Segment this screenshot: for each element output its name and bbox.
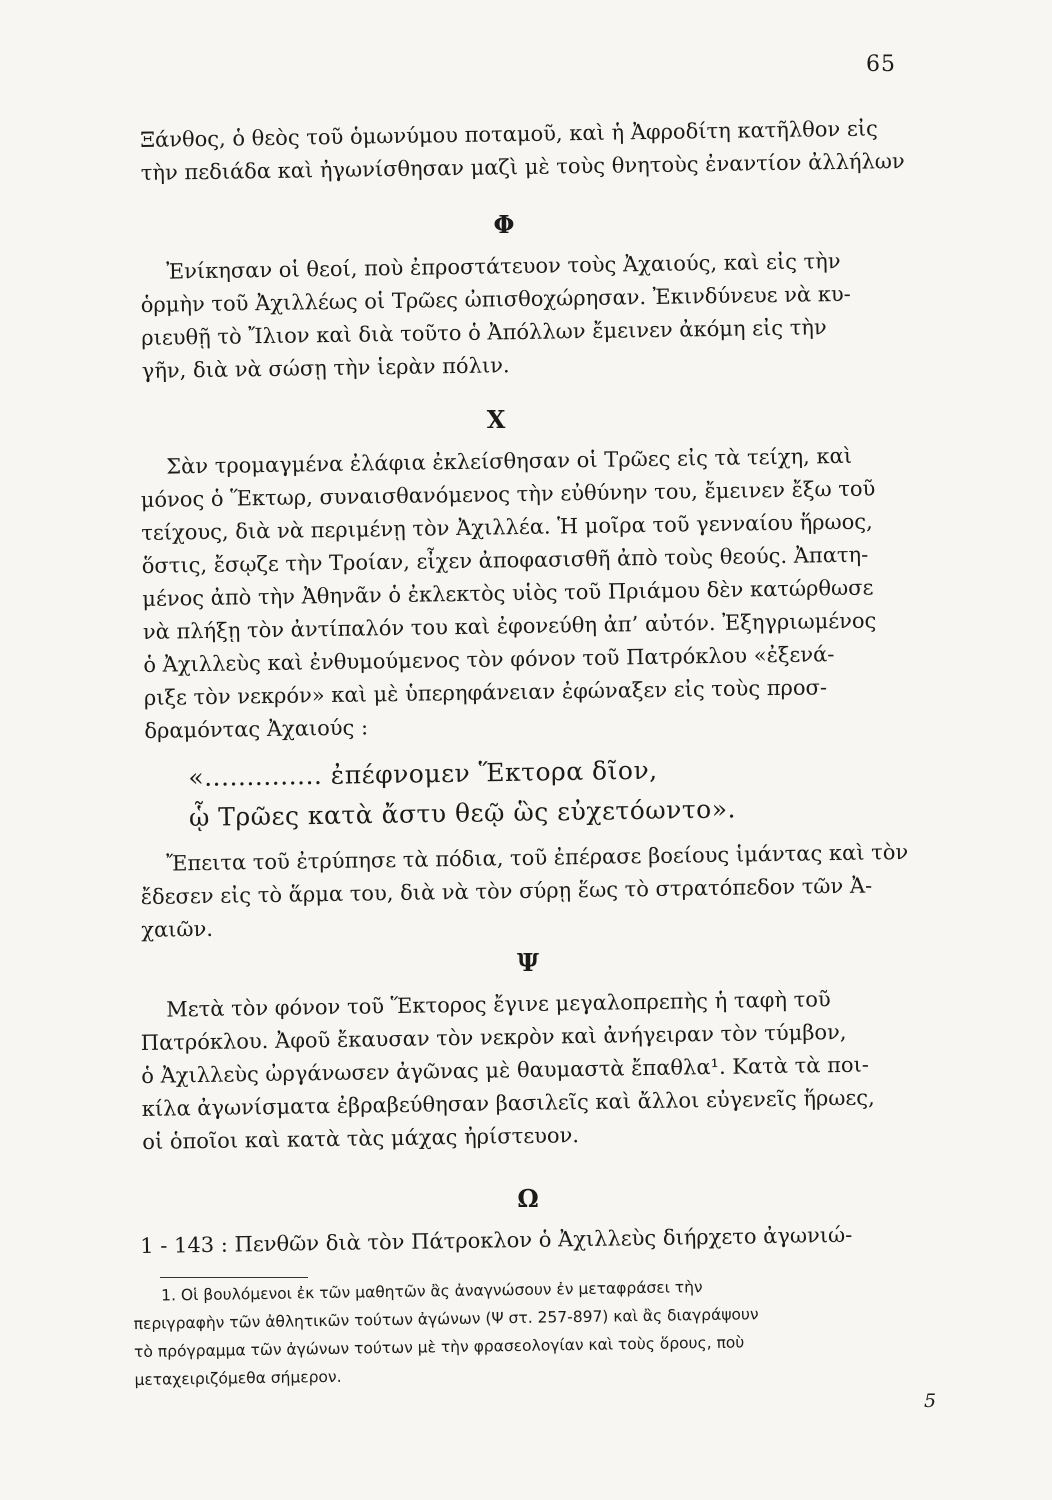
section-mark-psi: Ψ (517, 948, 539, 977)
text-line: Ἐνίκησαν οἱ θεοί, ποὺ ἐπροστάτευον τοὺς Ἀχαιούς, καὶ εἰς τὴν (166, 248, 841, 284)
footnote-line: μεταχειριζόμεθα σήμερον. (134, 1367, 342, 1389)
text-line: κίλα ἀγωνίσματα ἐβραβεύθησαν βασιλεῖς καὶ ἄλλοι εὐγενεῖς ἥρωες, (141, 1085, 875, 1121)
text-line: ὅστις, ἔσῳζε τὴν Τροίαν, εἶχεν ἀποφασισθῆ ἀπὸ τοὺς θεούς. Ἀπατη- (141, 542, 869, 578)
text-line: δραμόντας Ἀχαιούς : (144, 715, 369, 743)
text-line: ὁ Ἀχιλλεὺς καὶ ἐνθυμούμενος τὸν φόνον τοῦ Πατρόκλου «ἐξενά- (143, 642, 835, 677)
text-line: ριξε τὸν νεκρόν» καὶ μὲ ὑπερηφάνειαν ἐφώναξεν εἰς τοὺς προσ- (143, 675, 828, 710)
text-line: νὰ πλήξῃ τὸν ἀντίπαλόν του καὶ ἐφονεύθη ἀπ’ αὐτόν. Ἐξηγριωμένος (142, 608, 877, 644)
section-mark-chi: Χ (486, 405, 506, 434)
section-omega-paragraph (140, 1217, 940, 1263)
text-line: Ἔπειτα τοῦ ἐτρύπησε τὰ πόδια, τοῦ ἐπέρασε βοείους ἱμάντας καὶ τὸν (166, 839, 909, 876)
footnote-line: περιγραφὴν τῶν ἀθλητικῶν τούτων ἀγώνων (Ψ στ. 257-897) καὶ ἂς διαγράψουν (133, 1305, 759, 1333)
footnote-line: τὸ πρόγραμμα τῶν ἀγώνων τούτων μὲ τὴν φρασεολογίαν καὶ τοὺς ὅρους, ποὺ (133, 1333, 745, 1361)
text-line: τείχους, διὰ νὰ περιμένῃ τὸν Ἀχιλλέα. Ἡ μοῖρα τοῦ γενναίου ἥρωος, (141, 509, 873, 545)
text-line: μόνος ὁ Ἕκτωρ, συναισθανόμενος τὴν εὐθύνην του, ἔμεινεν ἔξω τοῦ (140, 476, 876, 512)
verse-line: ᾧ Τρῶες κατὰ ἄστυ θεῷ ὣς εὐχετόωντο». (188, 794, 737, 832)
text-line: ὁ Ἀχιλλεὺς ὠργάνωσεν ἀγῶνας μὲ θαυμαστὰ ἔπαθλα¹. Κατὰ τὰ ποι- (141, 1052, 870, 1088)
footnote-line: 1. Οἱ βουλόμενοι ἐκ τῶν μαθητῶν ἂς ἀναγνώσουν ἐν μεταφράσει τὴν (161, 1278, 703, 1305)
text-line: χαιῶν. (141, 916, 214, 942)
text-line: Μετὰ τὸν φόνον τοῦ Ἕκτορος ἔγινε μεγαλοπρεπὴς ἡ ταφὴ τοῦ (166, 987, 831, 1022)
intro-paragraph (140, 112, 931, 190)
page-number: 65 (866, 52, 896, 77)
text-line: τὴν πεδιάδα καὶ ἠγωνίσθησαν μαζὶ μὲ τοὺς θνητοὺς ἐναντίον ἀλλήλων (140, 148, 905, 185)
text-line: Ξάνθος, ὁ θεὸς τοῦ ὁμωνύμου ποταμοῦ, καὶ ἡ Ἀφροδίτη κατῆλθον εἰς (140, 116, 878, 152)
homeric-verse (188, 747, 889, 838)
text-line: Σὰν τρομαγμένα ἐλάφια ἐκλείσθησαν οἱ Τρῶες εἰς τὰ τείχη, καὶ (166, 443, 853, 479)
verse-line: «.............. ἐπέφνομεν Ἕκτορα δῖον, (188, 755, 658, 792)
text-line: ἔδεσεν εἰς τὸ ἅρμα του, διὰ νὰ τὸν σύρῃ ἕως τὸ στρατόπεδον τῶν Ἀ- (140, 873, 873, 909)
section-mark-omega: Ω (517, 1184, 539, 1213)
section-psi-paragraph (140, 981, 942, 1159)
signature-mark: 5 (924, 1390, 937, 1412)
text-line: γῆν, διὰ νὰ σώσῃ τὴν ἱερὰν πόλιν. (141, 353, 510, 383)
section-chi-paragraph (140, 439, 935, 748)
text-line: Πατρόκλου. Ἀφοῦ ἔκαυσαν τὸν νεκρὸν καὶ ἀνήγειραν τὸν τύμβον, (140, 1019, 847, 1055)
text-line: μένος ἀπὸ τὴν Ἀθηνᾶν ὁ ἐκλεκτὸς υἱὸς τοῦ Πριάμου δὲν κατώρθωσε (142, 575, 874, 611)
text-line: οἱ ὁποῖοι καὶ κατὰ τὰς μάχας ἠρίστευον. (142, 1123, 580, 1154)
text-line: ριευθῇ τὸ Ἴλιον καὶ διὰ τοῦτο ὁ Ἀπόλλων ἔμεινεν ἀκόμη εἰς τὴν (141, 315, 827, 350)
text-line: ὁρμὴν τοῦ Ἀχιλλέως οἱ Τρῶες ὠπισθοχώρησαν. Ἐκινδύνευε νὰ κυ- (140, 281, 851, 317)
footnote (133, 1269, 935, 1394)
text-line: 1 - 143 : Πενθῶν διὰ τὸν Πάτροκλον ὁ Ἀχιλλεὺς διήρχετο ἀγωνιώ- (140, 1222, 853, 1258)
footnote-rule (160, 1277, 308, 1278)
section-mark-phi: Φ (493, 210, 515, 239)
section-phi-paragraph (140, 244, 932, 388)
section-chi-continuation (140, 836, 931, 947)
